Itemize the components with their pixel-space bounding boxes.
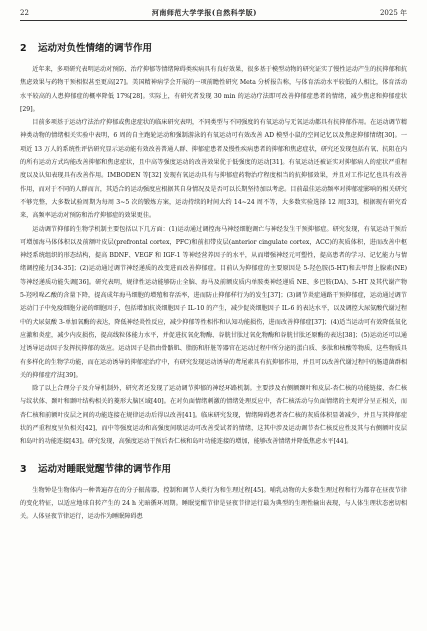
section-heading <box>20 40 407 54</box>
section-heading <box>20 461 407 475</box>
section-number: 3 <box>20 463 27 475</box>
article-body <box>20 30 407 524</box>
paragraph: 目前多项基于运动疗法治疗抑郁或焦虑症状的临床研究表明，不同类型与不同强度的有氧运动与无氧运动都具有抗抑郁作用。在运动调节精神类动物的情绪相关实验中表明，6 周的自主跑轮运动和强制游泳的有氧运动可有效改善 AD 模型小鼠的空间记忆以及焦虑抑郁情绪[30]。一项近 13 万人的系统性评估研究显示运动能有效改善普通人群、抑郁症患者及慢性疾病患者的抑郁和焦虑症状，研究还发现包括有氧、抗阻在内的所有运动方式均能改善抑郁和焦虑症状，且中高等强度运动的改善效果优于低强度的运动[31]。有氧运动还被证实对抑郁病人的症状严重程度以及认知表现具有改善作用。IMBODEN 等[32] 发现有氧运动具有与抑郁症药物治疗程度相当的抗抑郁效果，并且对工作记忆也具有改善作用，而对于不同的人群而言，其适合的运动强度应根据其自身情况及是否可以长期坚持加以考虑。目前最佳运动频率对抑郁症影响的相关研究不够完整，大多数试验周期为每周 3~5 次的锻炼方案，运动持续的时间大约 14~24 周不等，大多数实验选择 12 周[33]，根据现有研究看来，高频率运动对预防和治疗抑郁症的效果更佳。 <box>20 119 407 220</box>
section-title: 运动对睡眠觉醒节律的调节作用 <box>38 463 172 475</box>
section-number: 2 <box>20 43 27 54</box>
page-number: 22 <box>20 9 29 17</box>
journal-title: 河南师范大学学报(自然科学版) <box>151 8 257 17</box>
running-header <box>20 8 407 18</box>
header-rule <box>20 20 407 21</box>
section-2 <box>20 40 407 449</box>
paragraph: 近年来，多项研究表明运动对预防、治疗抑郁等情绪障碍类疾病具有良好效果，很多基于模型动物的研究证实了慢性运动产生的抗抑郁和抗焦虑效果与药物干预相似甚至更高[27]。美国精神病学会开展的一项前瞻性研究 Meta 分析报告称，与体育活动水平较低的人相比，体育活动水平较高的人患抑郁症的概率降低 17%[28]。实际上，有研究者发现 30 min 的运动疗法即可改善抑郁症患者的情绪，减少焦虑和抑郁症状[29]。 <box>20 66 407 113</box>
paragraph: 除了以上合理分子及介导机制外，研究者还发现了运动调节抑郁的神经环路机制。主要涉及右侧额颞叶和皮层-杏仁核的功能链接、杏仁核与纹状体、颞叶和颞叶结构相关的菱形大脑区域[40]。在对负面情绪刺激的情绪处理反应中，杏仁核活动与负面情绪的主观评分呈正相关，而杏仁核和前额叶皮层之间的功能连接在规律运动后得以改善[41]。临床研究发现，情绪障碍患者杏仁核的灰质体积显著减少，并且与其抑郁症状的严重程度呈负相关[42]，而中等强度运动和高强度间歇运动可改善受试者的情绪，这其中涉及运动调节杏仁核反应性及其与右侧额叶皮层和岛叶的功能连接[43]。研究发现，高强度运动干预后杏仁核和岛叶功能连接的增加，能够改善情绪并降低焦虑水平[44]。 <box>20 385 407 446</box>
paragraph: 运动调节抑郁的生物学机制主要包括以下几方面：(1)运动通过调控海马神经细胞调亡与神经发生干预抑郁症。研究发现，有氧运动干预后可增加海马体体积以及前额叶皮层(prefrontal cortex，PFC)和前扣带皮层(anterior cingulate cortex，ACC)的灰质体积，进而改善中枢神经系统组织的形态结构，提高 BDNF、VEGF 和 IGF-1 等神经营养因子的水平，从而增强神经元可塑性，提高患者的学习、记忆能力与情绪调控能力[34-35]；(2)运动通过调节神经递质的改变进而改善抑郁症。目前认为抑郁症的主要原因是 5-羟色胺(5-HT)和去甲肾上腺素(NE)等神经递质功能失调[36]。研究表明，规律性运动能够防止全脑、海马及前额皮质内单胺类神经递质 NE、多巴胺(DA)、5-HT 及其代谢产物 5-羟吲哚乙酸的含量下降，提高成年海马细胞的增殖和存活率，进而防止抑郁样行为的发生[37]；(3)调节炎症通路干预抑郁症，运动通过调节运动门子中免疫细胞分泌的细胞因子，包括增加抗炎细胞因子 IL-10 的产生，减少促炎细胞因子 IL-6 的表达水平，以及调控大尿氨酸代谢过程中的犬尿氨酸 3-单加氧酶的表达，降低神经炎性反应，减少抑郁等性相作和认知功能损伤，进而改善抑郁症[37]；(4)适当运动可有效降低氧化应激和炎症，减少内皮损伤，提高线粒体能力水平，并促进抗氧化物酶、谷胱甘肽过氧化物酶和谷胱甘肽还原酶的表达[38]；(5)运动还可以通过诱导运动因子发挥抗抑郁的效应。运动因子是指由骨骼肌、脂肪和肝脏等器官在运动过程中所分泌的蛋白质、多肽和核酸等物质，这些物质具有多样化的生物学功能，而在运动诱导的抑郁症治疗中，有研究发现运动诱导的鸢尾素具有抗抑郁作用，并且可以改善代谢过程中的肠道菌群相关的抑郁症疗法[39]。 <box>20 225 407 379</box>
issue-year: 2025 年 <box>379 9 407 17</box>
section-title: 运动对负性情绪的调节作用 <box>38 43 153 54</box>
paragraph: 生物钟是生物体内一种普遍存在的分子振荡器，控制和调节人类行为和生理过程[45]。哺乳动物的大多数生理过程和行为都存在昼夜节律的变化特征，以适应地球自转产生的 24 h 光暗循环周期。睡眠觉醒节律是昼夜节律运行最为典型的生理性输出表现，与人体生理状态密切相关。人体昼夜节律运行，运动作为睡眠障碍患 <box>20 486 407 521</box>
section-3 <box>20 461 407 524</box>
